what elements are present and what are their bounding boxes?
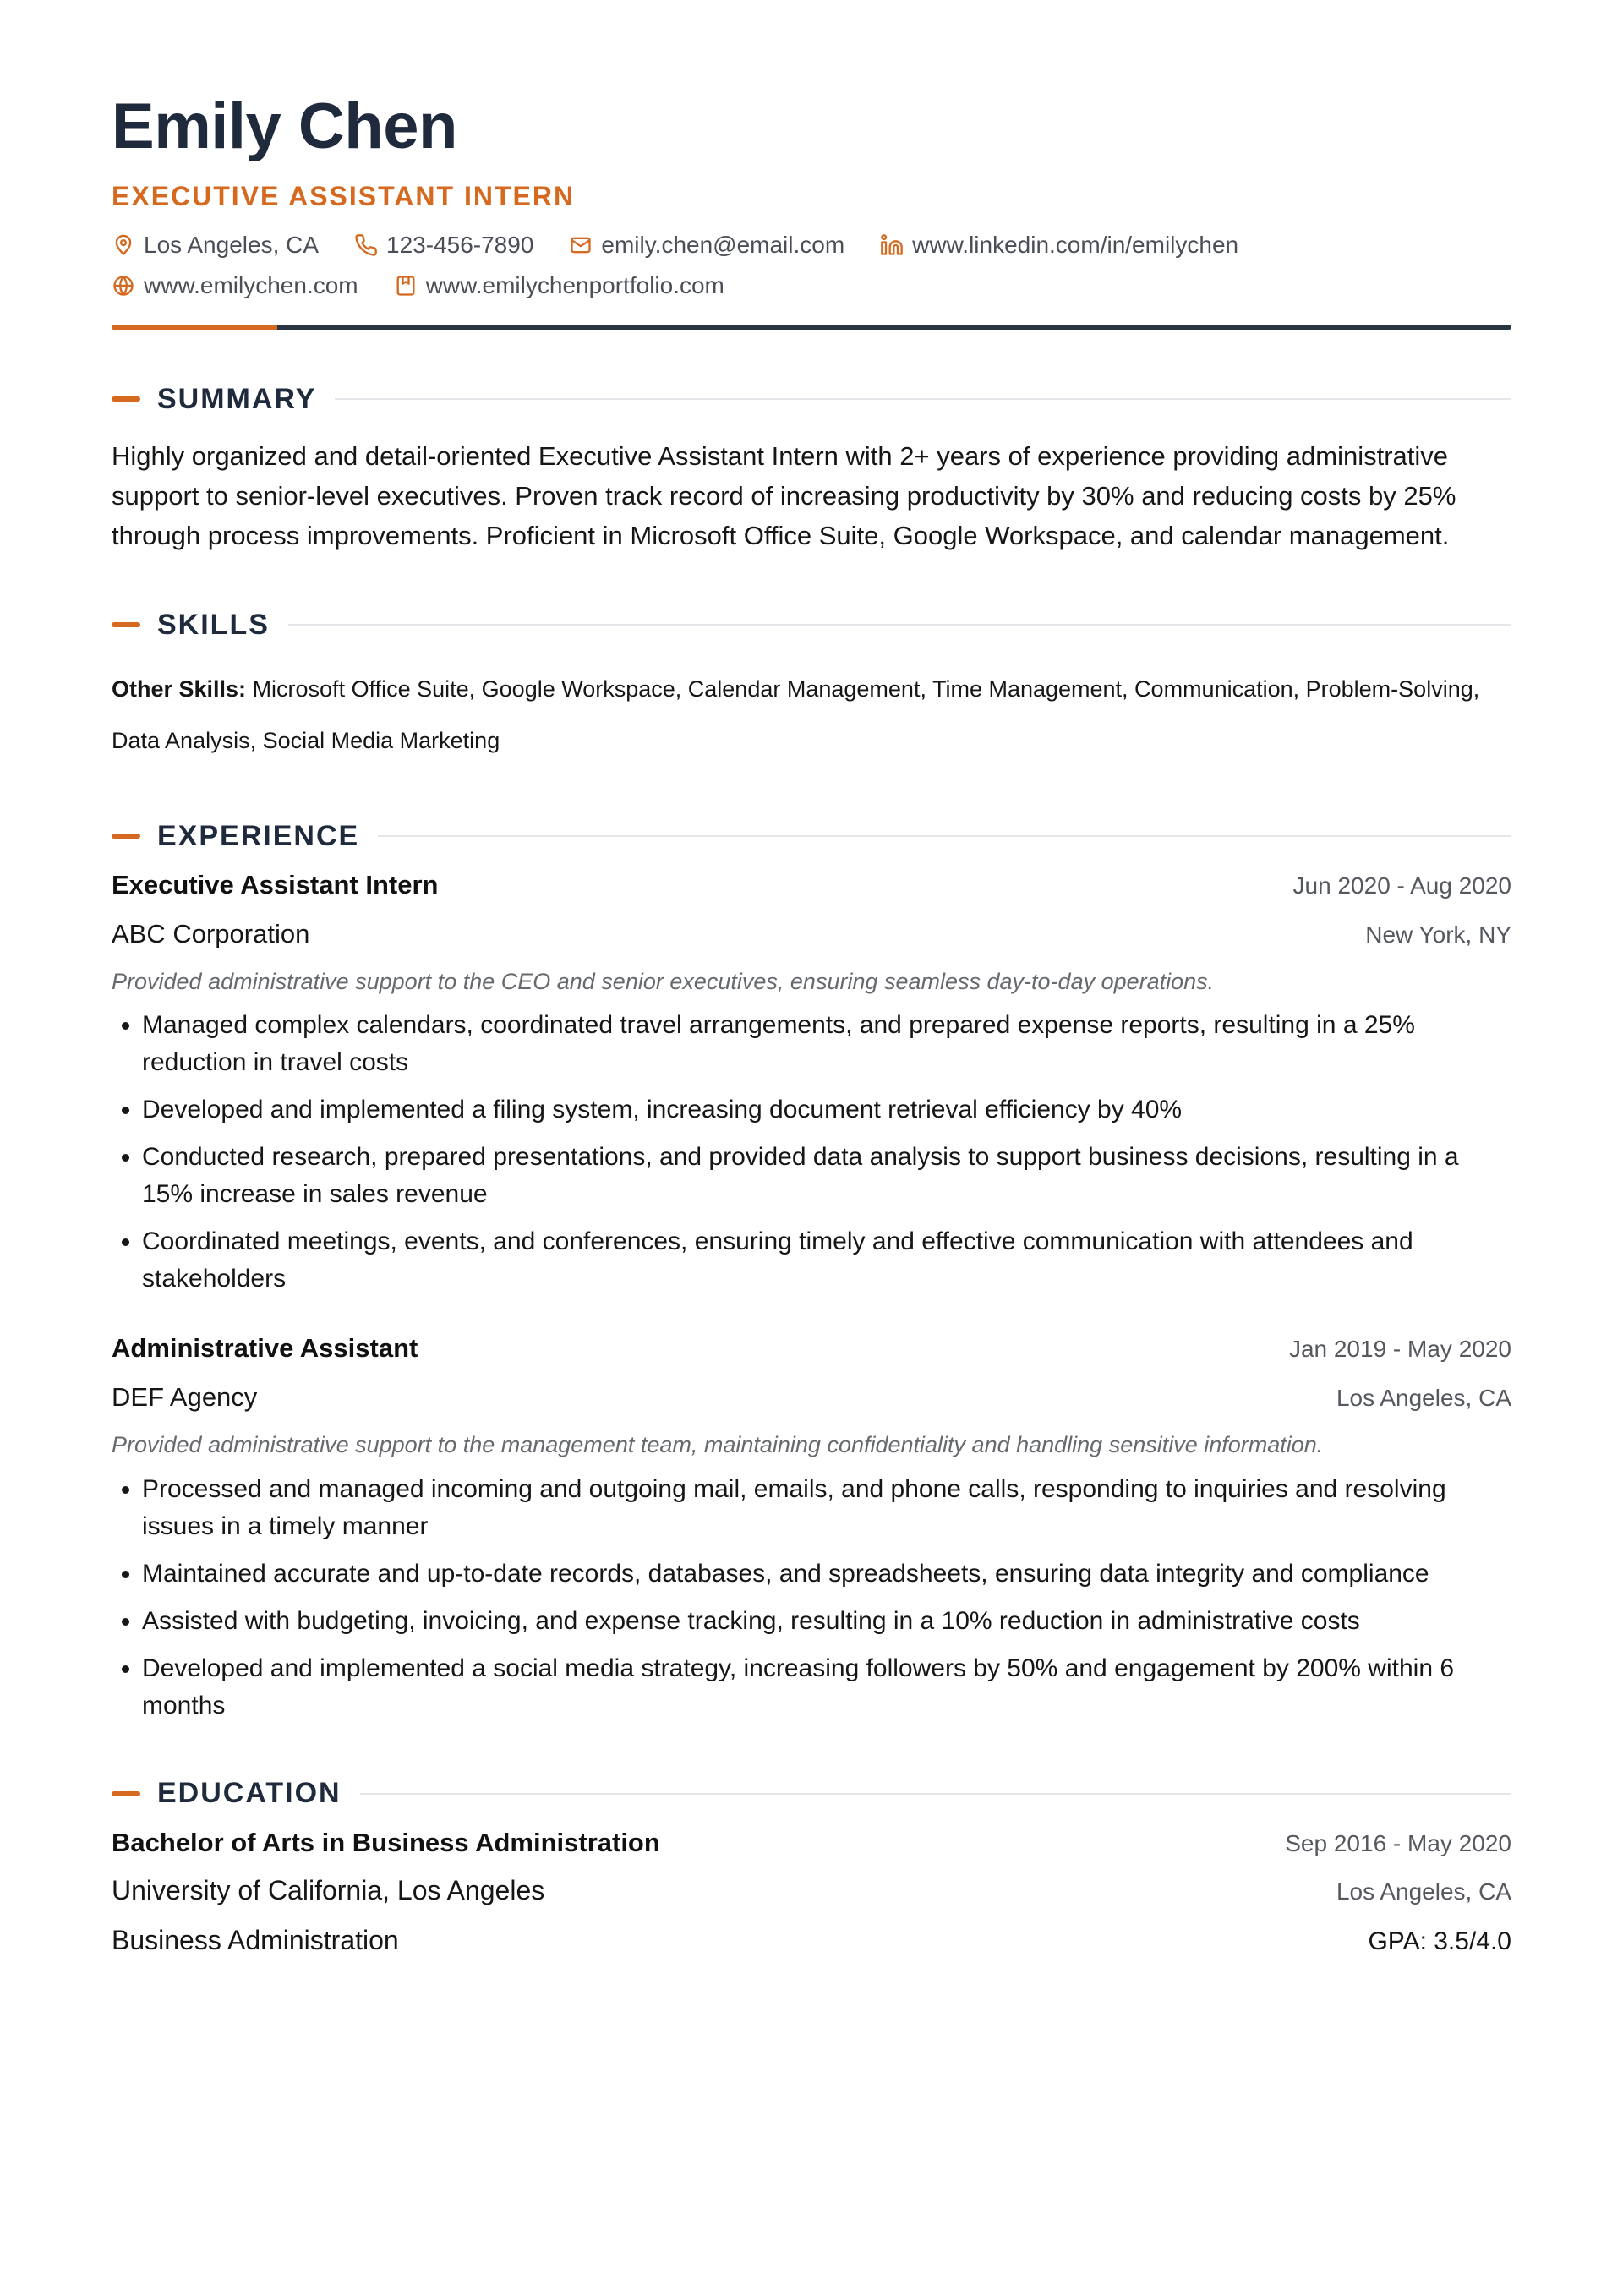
contact-row-1 xyxy=(112,233,1511,257)
field-row xyxy=(112,1925,1511,1956)
job-bullet: • Maintained accurate and up-to-date records, databases, and spreadsheets, ensuring data integrity and compliance xyxy=(142,1555,1511,1593)
job-bullet: • Assisted with budgeting, invoicing, and expense tracking, resulting in a 10% reduction in administrative costs xyxy=(142,1603,1511,1640)
map-pin-icon xyxy=(112,233,135,257)
contact-email-text: emily.chen@email.com xyxy=(601,232,845,258)
job-title-row xyxy=(112,870,1511,900)
degree-title: Bachelor of Arts in Business Administration xyxy=(112,1827,660,1857)
education-heading xyxy=(112,1777,1511,1811)
section-dash xyxy=(112,834,140,839)
skills-section xyxy=(112,608,1511,767)
skills-label: Other Skills: xyxy=(112,676,247,702)
contact-phone-text: 123-456-7890 xyxy=(386,232,534,258)
header-divider xyxy=(112,325,1511,330)
job-bullet: • Coordinated meetings, events, and conferences, ensuring timely and effective communication with attendees and stakeholders xyxy=(142,1223,1511,1298)
contact-location xyxy=(112,233,319,257)
section-dash xyxy=(112,622,140,627)
education-dates: Sep 2016 - May 2020 xyxy=(1285,1829,1511,1856)
job-bullets xyxy=(112,1007,1511,1298)
job-bullet: • Processed and managed incoming and outgoing mail, emails, and phone calls, responding to inquiries and resolving issues in a timely manner xyxy=(142,1471,1511,1545)
phone-icon xyxy=(354,233,378,257)
experience-heading xyxy=(112,819,1511,853)
job-bullet: • Managed complex calendars, coordinated travel arrangements, and prepared expense reports, resulting in a 25% reduction in travel costs xyxy=(142,1007,1511,1081)
section-rule xyxy=(335,398,1511,400)
contact-portfolio-text: www.emilychenportfolio.com xyxy=(425,272,724,298)
skills-list: Microsoft Office Suite, Google Workspace, Calendar Management, Time Management, Communication, Problem-Solving, Data Analysis, Social Media Marketing xyxy=(112,676,1480,753)
summary-title: SUMMARY xyxy=(157,382,317,415)
school-row xyxy=(112,1875,1511,1906)
contact-linkedin[interactable] xyxy=(880,233,1238,257)
summary-section xyxy=(112,382,1511,555)
job-company-row xyxy=(112,1382,1511,1413)
job-company: DEF Agency xyxy=(112,1382,258,1413)
education-section xyxy=(112,1777,1511,1956)
job-description: Provided administrative support to the management team, maintaining confidentiality and handling sensitive information. xyxy=(112,1432,1324,1458)
portfolio-icon xyxy=(394,274,418,298)
field-of-study: Business Administration xyxy=(112,1924,399,1955)
job-description: Provided administrative support to the CEO and senior executives, ensuring seamless day-to-day operations. xyxy=(112,969,1215,994)
section-rule xyxy=(288,624,1511,626)
job-bullet: • Conducted research, prepared presentations, and provided data analysis to support business decisions, resulting in a 15% increase in sales revenue xyxy=(142,1139,1511,1213)
job-location: Los Angeles, CA xyxy=(1336,1385,1511,1412)
summary-heading xyxy=(112,382,1511,416)
job-title-row xyxy=(112,1333,1511,1364)
job-company: ABC Corporation xyxy=(112,919,310,948)
skills-title: SKILLS xyxy=(157,608,270,641)
header-divider-accent xyxy=(112,325,277,330)
contact-portfolio[interactable] xyxy=(394,274,724,298)
contact-email[interactable] xyxy=(569,233,844,257)
section-rule xyxy=(360,1793,1511,1795)
degree-row xyxy=(112,1828,1511,1858)
job-bullet: • Developed and implemented a social media strategy, increasing followers by 50% and engagement by 200% within 6 months xyxy=(142,1650,1511,1725)
contact-website-text: www.emilychen.com xyxy=(144,272,358,298)
experience-title: EXPERIENCE xyxy=(157,819,360,852)
job-title: Administrative Assistant xyxy=(112,1333,418,1364)
experience-section xyxy=(112,819,1511,1725)
education-title: EDUCATION xyxy=(157,1777,342,1810)
job-title: Executive Assistant Intern xyxy=(112,870,439,899)
section-dash xyxy=(112,1791,140,1796)
job-bullets xyxy=(112,1471,1511,1725)
school-location: Los Angeles, CA xyxy=(1336,1878,1511,1905)
section-rule xyxy=(378,835,1511,837)
globe-icon xyxy=(112,274,135,298)
job-entry xyxy=(112,870,1511,1298)
job-bullet: • Developed and implemented a filing system, increasing document retrieval efficiency by 40% xyxy=(142,1091,1511,1129)
contact-location-text: Los Angeles, CA xyxy=(144,232,320,258)
job-dates: Jun 2020 - Aug 2020 xyxy=(1292,872,1511,899)
job-location: New York, NY xyxy=(1365,921,1511,948)
skills-heading xyxy=(112,608,1511,642)
section-dash xyxy=(112,396,140,402)
gpa: GPA: 3.5/4.0 xyxy=(1368,1927,1511,1955)
candidate-role: EXECUTIVE ASSISTANT INTERN xyxy=(112,181,576,211)
skills-text xyxy=(112,664,1511,767)
job-dates: Jan 2019 - May 2020 xyxy=(1288,1336,1511,1363)
contact-website[interactable] xyxy=(112,274,358,298)
job-company-row xyxy=(112,919,1511,949)
summary-text: Highly organized and detail-oriented Executive Assistant Intern with 2+ years of experience providing administrative support to senior-level executives. Proven track record of increasing productivity by 30% and reducing costs by 25% through process improvements. Proficient in Microsoft Office Suite, Google Workspace, and calendar management. xyxy=(112,441,1456,550)
mail-icon xyxy=(569,233,593,257)
contact-row-2 xyxy=(112,274,1511,298)
school-name: University of California, Los Angeles xyxy=(112,1874,545,1905)
education-entry xyxy=(112,1828,1511,1956)
linkedin-icon xyxy=(880,233,904,257)
candidate-name: Emily Chen xyxy=(112,90,457,162)
contact-phone[interactable] xyxy=(354,233,533,257)
job-entry xyxy=(112,1333,1511,1724)
contact-linkedin-text: www.linkedin.com/in/emilychen xyxy=(912,232,1239,258)
